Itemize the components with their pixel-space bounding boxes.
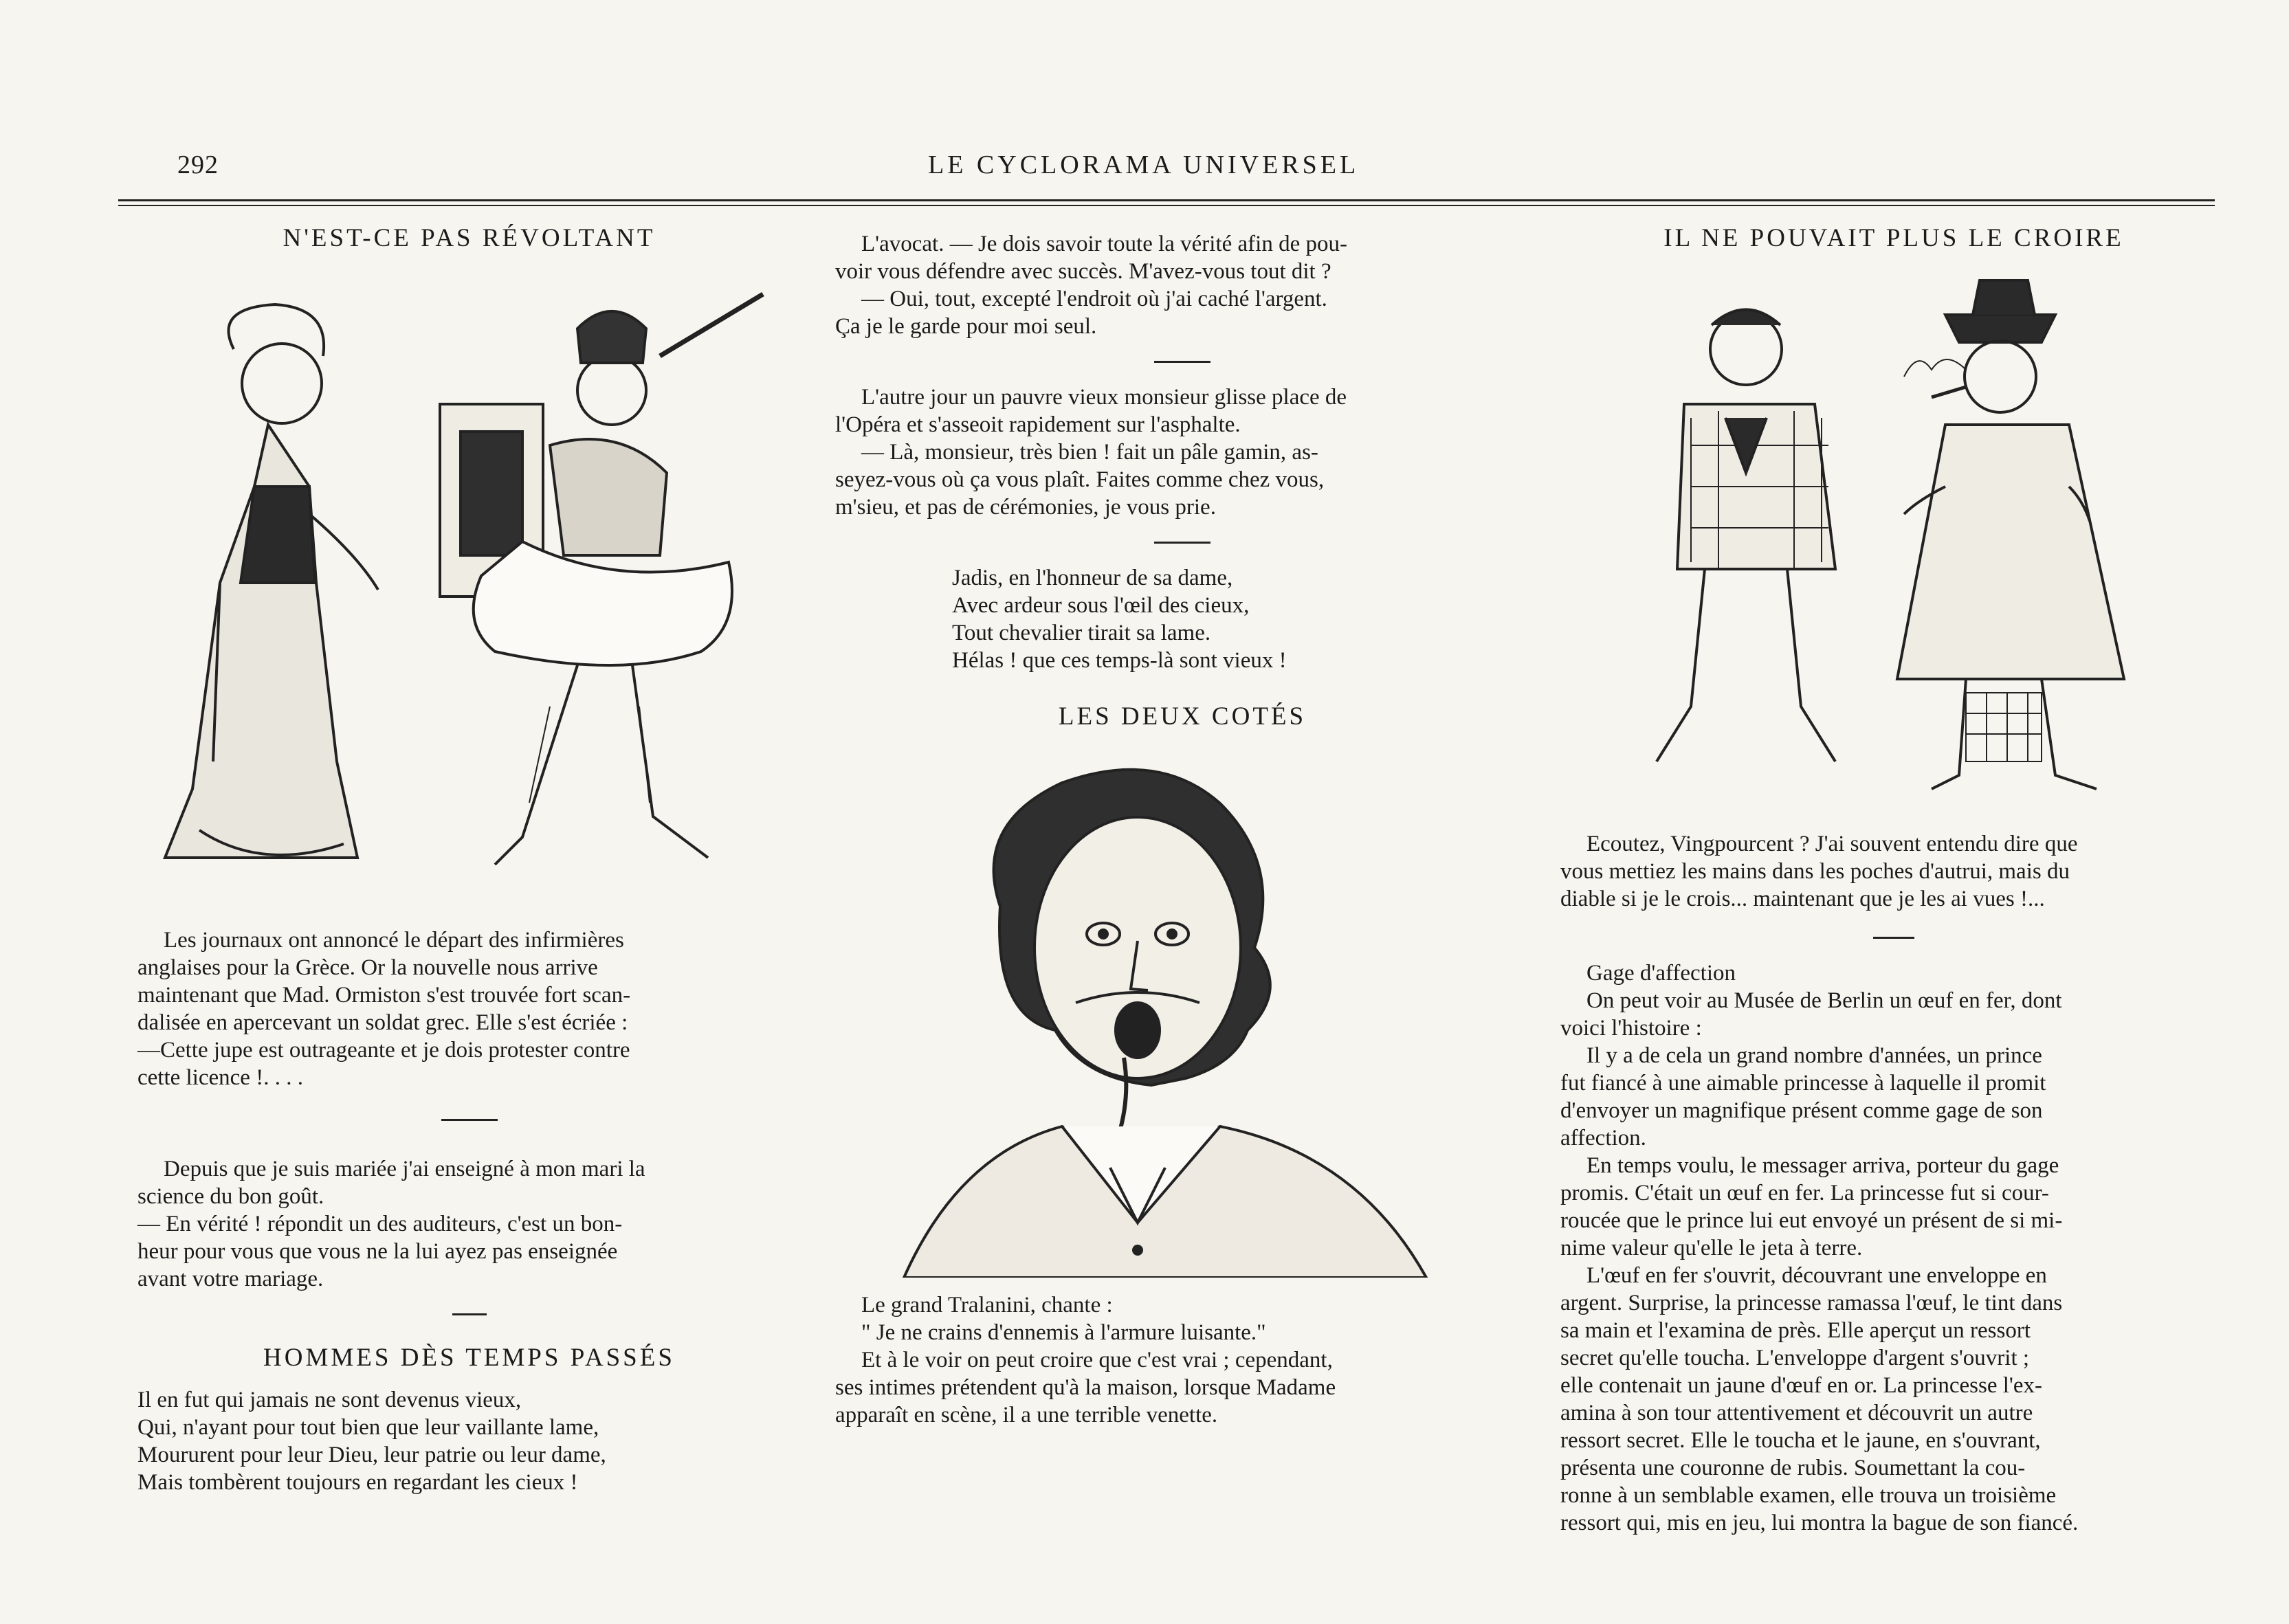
- text-line: diable si je le crois... maintenant que je les ai vues !...: [1560, 887, 2045, 911]
- column-middle: [835, 216, 1529, 1429]
- text-line: Ça je le garde pour moi seul.: [835, 314, 1097, 339]
- text-line: Et à le voir on peut croire que c'est vrai ; cependant,: [861, 1348, 1333, 1372]
- section-separator: [441, 1119, 498, 1121]
- poem-line: Moururent pour leur Dieu, leur patrie ou leur dame,: [137, 1443, 606, 1467]
- text-line: nime valeur qu'elle le jeta à terre.: [1560, 1236, 1863, 1260]
- text-line: ses intimes prétendent qu'à la maison, lorsque Madame: [835, 1375, 1336, 1400]
- text-line: apparaît en scène, il a une terrible venette.: [835, 1403, 1218, 1427]
- verse-line: Hélas ! que ces temps-là sont vieux !: [952, 648, 1287, 673]
- article-heading: N'EST-CE PAS RÉVOLTANT: [283, 224, 656, 252]
- text-line: ressort secret. Elle le toucha et le jaune, en s'ouvrant,: [1560, 1428, 2041, 1453]
- text-line: L'autre jour un pauvre vieux monsieur glisse place de: [861, 385, 1347, 410]
- subheading: Gage d'affection: [1586, 961, 1736, 986]
- article-heading: HOMMES DÈS TEMPS PASSÉS: [263, 1344, 675, 1372]
- header-rule: [118, 199, 2215, 201]
- text-line: l'Opéra et s'asseoit rapidement sur l'asphalte.: [835, 412, 1241, 437]
- page-number: 292: [177, 151, 219, 179]
- text-line: — Là, monsieur, très bien ! fait un pâle gamin, as-: [861, 440, 1318, 465]
- text-line: amina à son tour attentivement et découvrit un autre: [1560, 1401, 2033, 1425]
- article-body: [835, 383, 1529, 521]
- caption: [1560, 830, 2227, 913]
- article-body: [835, 1291, 1529, 1429]
- text-line: " Je ne crains d'ennemis à l'armure luisante.": [861, 1320, 1266, 1345]
- text-line: voir vous défendre avec succès. M'avez-vous tout dit ?: [835, 259, 1331, 284]
- section-separator: [1873, 937, 1914, 939]
- article-body: [137, 1155, 801, 1293]
- header-rule-thin: [118, 205, 2215, 206]
- poem: [137, 1386, 801, 1496]
- verse: [952, 564, 1529, 674]
- text-line: secret qu'elle toucha. L'enveloppe d'argent s'ouvrit ;: [1560, 1346, 2030, 1370]
- text-line: roucée que le prince lui eut envoyé un présent de si mi-: [1560, 1208, 2063, 1233]
- illustration-two-men: [1560, 267, 2227, 816]
- text-line: heur pour vous que vous ne la lui ayez pas enseignée: [137, 1239, 618, 1264]
- article-body: [1560, 959, 2227, 1537]
- text-line: L'avocat. — Je dois savoir toute la vérité afin de pou-: [861, 232, 1347, 256]
- article-body: [835, 230, 1529, 340]
- text-line: science du bon goût.: [137, 1184, 324, 1209]
- text-line: maintenant que Mad. Ormiston s'est trouvée fort scan-: [137, 983, 631, 1008]
- verse-line: Jadis, en l'honneur de sa dame,: [952, 566, 1233, 590]
- text-line: En temps voulu, le messager arriva, porteur du gage: [1586, 1153, 2059, 1178]
- text-line: voici l'histoire :: [1560, 1016, 1702, 1041]
- poem-line: Qui, n'ayant pour tout bien que leur vaillante lame,: [137, 1415, 599, 1440]
- text-line: ronne à un semblable examen, elle trouva un troisième: [1560, 1483, 2057, 1508]
- text-line: —Cette jupe est outrageante et je dois protester contre: [137, 1038, 630, 1063]
- poem-line: Il en fut qui jamais ne sont devenus vieux,: [137, 1388, 522, 1412]
- text-line: L'œuf en fer s'ouvrit, découvrant une enveloppe en: [1586, 1263, 2047, 1288]
- text-line: cette licence !. . . .: [137, 1065, 303, 1090]
- text-line: — En vérité ! répondit un des auditeurs, c'est un bon-: [137, 1212, 623, 1236]
- column-right: [1560, 216, 2227, 1537]
- verse-line: Tout chevalier tirait sa lame.: [952, 621, 1211, 645]
- text-line: vous mettiez les mains dans les poches d'autrui, mais du: [1560, 859, 2070, 884]
- text-line: présenta une couronne de rubis. Soumettant la cou-: [1560, 1456, 2026, 1480]
- article-heading: LES DEUX COTÉS: [1058, 702, 1307, 731]
- section-separator: [452, 1313, 487, 1315]
- text-line: elle contenait un jaune d'œuf en or. La princesse l'ex-: [1560, 1373, 2042, 1398]
- text-line: affection.: [1560, 1126, 1646, 1150]
- article-body: [137, 926, 801, 1091]
- column-left: [137, 216, 801, 1496]
- text-line: sa main et l'examina de près. Elle aperçut un ressort: [1560, 1318, 2031, 1343]
- text-line: seyez-vous où ça vous plaît. Faites comme chez vous,: [835, 467, 1325, 492]
- section-separator: [1154, 361, 1210, 363]
- poem-line: Mais tombèrent toujours en regardant les cieux !: [137, 1470, 578, 1495]
- text-line: On peut voir au Musée de Berlin un œuf en fer, dont: [1586, 988, 2062, 1013]
- text-line: — Oui, tout, excepté l'endroit où j'ai caché l'argent.: [861, 287, 1327, 311]
- publication-title: LE CYCLORAMA UNIVERSEL: [928, 151, 1360, 179]
- article-heading: IL NE POUVAIT PLUS LE CROIRE: [1663, 224, 2124, 252]
- illustration-nurse-and-soldier: [137, 267, 801, 920]
- text-line: argent. Surprise, la princesse ramassa l'œuf, le tint dans: [1560, 1291, 2063, 1315]
- verse-line: Avec ardeur sous l'œil des cieux,: [952, 593, 1250, 618]
- text-line: promis. C'était un œuf en fer. La princesse fut si cour-: [1560, 1181, 2049, 1205]
- text-line: d'envoyer un magnifique présent comme gage de son: [1560, 1098, 2043, 1123]
- text-line: Le grand Tralanini, chante :: [861, 1293, 1113, 1317]
- text-line: fut fiancé à une aimable princesse à laquelle il promit: [1560, 1071, 2046, 1095]
- text-line: Ecoutez, Vingpourcent ? J'ai souvent entendu dire que: [1586, 832, 2078, 856]
- text-line: m'sieu, et pas de cérémonies, je vous prie.: [835, 495, 1216, 520]
- text-line: ressort qui, mis en jeu, lui montra la bague de son fiancé.: [1560, 1511, 2079, 1535]
- text-line: anglaises pour la Grèce. Or la nouvelle nous arrive: [137, 955, 598, 980]
- text-line: dalisée en apercevant un soldat grec. Elle s'est écriée :: [137, 1010, 628, 1035]
- illustration-singer-portrait: [835, 742, 1529, 1278]
- text-line: Depuis que je suis mariée j'ai enseigné à mon mari la: [164, 1157, 645, 1181]
- text-line: avant votre mariage.: [137, 1267, 324, 1291]
- section-separator: [1154, 542, 1210, 544]
- text-line: Il y a de cela un grand nombre d'années, un prince: [1586, 1043, 2042, 1068]
- text-line: Les journaux ont annoncé le départ des infirmières: [164, 928, 624, 953]
